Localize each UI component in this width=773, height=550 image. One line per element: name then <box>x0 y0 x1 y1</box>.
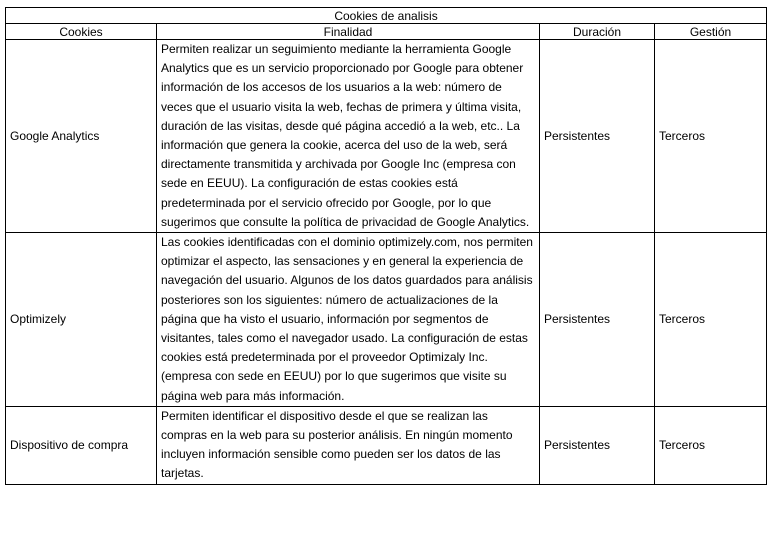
header-cookies: Cookies <box>6 24 157 40</box>
cookie-name: Google Analytics <box>6 40 157 233</box>
table-title: Cookies de analisis <box>6 8 767 24</box>
header-purpose: Finalidad <box>157 24 540 40</box>
header-management: Gestión <box>655 24 767 40</box>
table-row <box>6 406 767 484</box>
cookie-management: Terceros <box>655 233 767 407</box>
cookie-purpose: Permiten realizar un seguimiento mediante la herramienta Google Analytics que es un servicio proporcionado por Google para obtener información de los accesos de los usuarios a la web: número de veces que el usuario visita la web, fechas de primera y última visita, duración de las visitas, desde qué página accedió a la web, etc.. La información que genera la cookie, acerca del uso de la web, será directamente transmitida y archivada por Google Inc (empresa con sede en EEUU). La configuración de estas cookies está predeterminada por el servicio ofrecido por Google, por lo que sugerimos que consulte la política de privacidad de Google Analytics. <box>157 40 540 233</box>
cookie-name: Optimizely <box>6 233 157 407</box>
header-duration: Duración <box>540 24 655 40</box>
cookie-management: Terceros <box>655 406 767 484</box>
cookie-name: Dispositivo de compra <box>6 406 157 484</box>
cookie-duration: Persistentes <box>540 406 655 484</box>
cookie-purpose: Las cookies identificadas con el dominio optimizely.com, nos permiten optimizar el aspecto, las sensaciones y en general la experiencia de navegación del usuario. Algunos de los datos guardados para análisis posteriores son los siguientes: número de actualizaciones de la página que ha visto el usuario, información por segmentos de visitantes, tales como el navegador usado. La configuración de estas cookies está predeterminada por el proveedor Optimizaly Inc. (empresa con sede en EEUU) por lo que sugerimos que visite su página web para más información. <box>157 233 540 407</box>
cookie-management: Terceros <box>655 40 767 233</box>
cookie-purpose: Permiten identificar el dispositivo desde el que se realizan las compras en la web para su posterior análisis. En ningún momento incluyen información sensible como pueden ser los datos de las tarjetas. <box>157 406 540 484</box>
cookie-duration: Persistentes <box>540 233 655 407</box>
cookies-analysis-table <box>5 7 767 485</box>
table-row <box>6 40 767 233</box>
table-row <box>6 233 767 407</box>
cookie-duration: Persistentes <box>540 40 655 233</box>
